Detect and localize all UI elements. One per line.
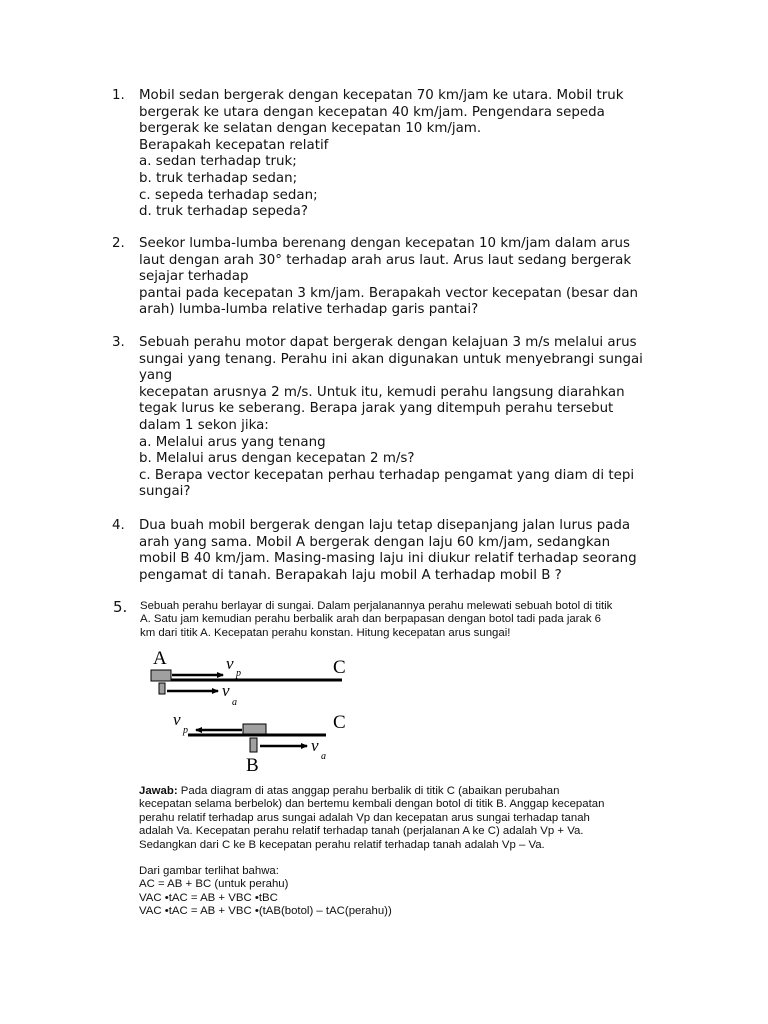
vp-label-top: v (226, 654, 234, 673)
text-line: Dua buah mobil bergerak dengan laju tetap disepanjang jalan lurus pada (139, 518, 631, 533)
text-line: Pada diagram di atas anggap perahu berbalik di titik C (abaikan perubahan (177, 785, 560, 797)
boat-b (243, 724, 266, 735)
text-line: d. truk terhadap sepeda? (139, 204, 308, 220)
text-line: laut dengan arah 30° terhadap arah arus laut. Arus laut sedang bergerak (139, 252, 632, 268)
vp-sub-top: p (236, 668, 241, 679)
question-number: 1. (112, 88, 125, 103)
question-4 (112, 518, 682, 584)
question-number: 3. (112, 335, 125, 350)
text-line: bergerak ke utara dengan kecepatan 40 km/jam. Pengendara sepeda (139, 104, 605, 120)
text-line: a. sedan terhadap truk; (139, 154, 297, 170)
text-line: Seekor lumba-lumba berenang dengan kecepatan 10 km/jam dalam arus (139, 236, 630, 251)
text-line: sungai? (139, 484, 191, 500)
equation-line: AC = AB + BC (untuk perahu) (139, 878, 289, 891)
bottle-b (250, 738, 257, 752)
answer-heading: Jawab: (139, 785, 178, 797)
text-line: b. truk terhadap sedan; (139, 170, 298, 186)
text-line: pantai pada kecepatan 3 km/jam. Berapakah vector kecepatan (besar dan (139, 285, 639, 301)
question-3 (112, 335, 682, 501)
text-line: mobil B 40 km/jam. Masing-masing laju ini diukur relatif terhadap seorang (139, 551, 637, 567)
equation-line: VAC •tAC = AB + VBC •(tAB(botol) – tAC(perahu)) (139, 905, 392, 918)
river-diagram (140, 645, 380, 775)
text-line: tegak lurus ke seberang. Berapa jarak yang ditempuh perahu tersebut (139, 401, 614, 417)
text-line: kecepatan arusnya 2 m/s. Untuk itu, kemudi perahu langsung diarahkan (139, 384, 625, 400)
bottle-a (159, 683, 165, 694)
label-c-top: C (333, 657, 346, 678)
vp-sub-bottom: p (183, 725, 188, 736)
answer-first-line (139, 785, 679, 798)
equation-line: VAC •tAC = AB + VBC •tBC (139, 891, 278, 904)
question-5 (112, 600, 672, 640)
text-line: Sebuah perahu berlayar di sungai. Dalam perjalanannya perahu melewati sebuah botol di titik (140, 600, 613, 612)
text-line: Mobil sedan bergerak dengan kecepatan 70 km/jam ke utara. Mobil truk (139, 88, 624, 103)
boat-a (151, 670, 171, 681)
text-line: arah yang sama. Mobil A bergerak dengan laju 60 km/jam, sedangkan (139, 534, 611, 550)
text-line: b. Melalui arus dengan kecepatan 2 m/s? (139, 451, 415, 467)
va-label-top: v (222, 681, 230, 700)
text-line: pengamat di tanah. Berapakah laju mobil A terhadap mobil B ? (139, 567, 562, 583)
va-sub-top: a (232, 697, 237, 708)
text-line: Sedangkan dari C ke B kecepatan perahu relatif terhadap tanah adalah Vp – Va. (139, 838, 545, 851)
label-a: A (153, 648, 167, 669)
label-b: B (246, 755, 259, 775)
text-line: km dari titik A. Kecepatan perahu konstan. Hitung kecepatan arus sungai! (140, 626, 511, 639)
text-line: Dari gambar terlihat bahwa: (139, 865, 279, 878)
text-line: sejajar terhadap (139, 269, 249, 285)
answer-section (139, 785, 679, 919)
question-number: 2. (112, 236, 125, 251)
text-line: Sebuah perahu motor dapat bergerak dengan kelajuan 3 m/s melalui arus (139, 335, 637, 350)
text-line: adalah Va. Kecepatan perahu relatif terhadap tanah (perjalanan A ke C) adalah Vp + Va. (139, 825, 584, 838)
label-c-bottom: C (333, 712, 346, 733)
text-line: arah) lumba-lumba relative terhadap garis pantai? (139, 302, 479, 318)
text-line: c. sepeda terhadap sedan; (139, 187, 318, 203)
text-line: yang (139, 368, 173, 384)
question-2 (112, 236, 682, 319)
text-line: a. Melalui arus yang tenang (139, 434, 326, 450)
text-line: perahu relatif terhadap arus sungai adalah Vp dan kecepatan arus sungai terhadap tanah (139, 811, 590, 824)
text-line: Berapakah kecepatan relatif (139, 137, 329, 153)
vp-label-bottom: v (173, 710, 181, 729)
text-line: A. Satu jam kemudian perahu berbalik arah dan berpapasan dengan botol tadi pada jarak 6 (140, 613, 602, 626)
va-label-bottom: v (311, 736, 319, 755)
question-1 (112, 88, 682, 221)
question-number: 5. (113, 598, 128, 616)
text-line: dalam 1 sekon jika: (139, 417, 269, 433)
va-sub-bottom: a (321, 751, 326, 762)
question-number: 4. (112, 518, 125, 533)
text-line: bergerak ke selatan dengan kecepatan 10 km/jam. (139, 121, 482, 137)
text-line: kecepatan selama berbelok) dan bertemu kembali dengan botol di titik B. Anggap kecepatan (139, 798, 605, 811)
text-line: c. Berapa vector kecepatan perhau terhadap pengamat yang diam di tepi (139, 467, 635, 483)
text-line: sungai yang tenang. Perahu ini akan digunakan untuk menyebrangi sungai (139, 351, 643, 367)
